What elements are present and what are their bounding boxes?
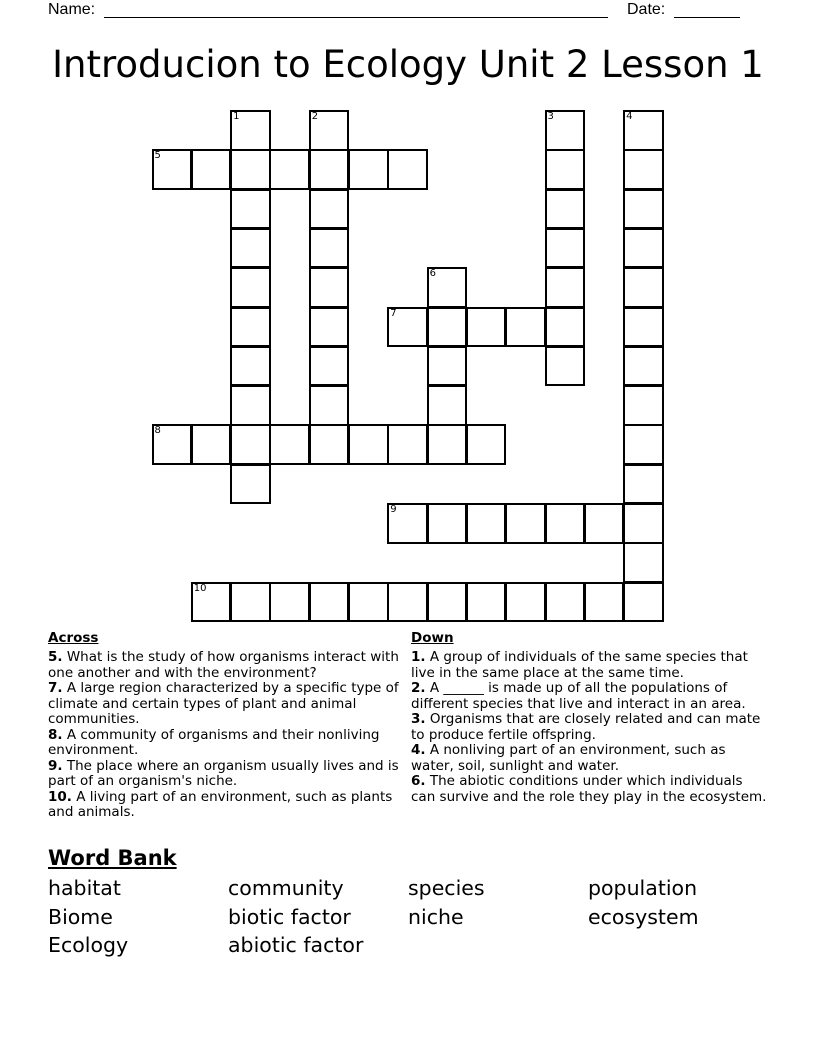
crossword-cell[interactable] — [427, 503, 468, 544]
clue-number: 1 — [233, 111, 240, 122]
crossword-cell[interactable] — [623, 582, 664, 623]
page-title: Introducion to Ecology Unit 2 Lesson 1 — [52, 43, 764, 86]
clue-number: 5 — [154, 150, 161, 162]
crossword-cell[interactable] — [152, 149, 193, 190]
crossword-cell[interactable] — [230, 228, 271, 269]
clue-item — [48, 728, 408, 759]
clue-item-text: A nonliving part of an environment, such as water, soil, sunlight and water. — [411, 742, 726, 774]
word-bank-word: habitat — [48, 876, 121, 900]
clue-number: 3 — [547, 111, 554, 122]
clue-item-number: 10. — [48, 788, 72, 805]
word-bank-word: biotic factor — [228, 904, 351, 929]
crossword-cell[interactable] — [505, 503, 546, 544]
crossword-cell[interactable] — [623, 464, 664, 505]
clue-number: 7 — [390, 307, 397, 319]
across-heading: Across — [48, 630, 99, 646]
crossword-cell[interactable] — [466, 307, 507, 348]
crossword-cell[interactable] — [387, 503, 428, 544]
crossword-cell[interactable] — [269, 582, 310, 623]
crossword-cell[interactable] — [623, 110, 664, 151]
crossword-cell[interactable] — [584, 503, 625, 544]
crossword-cell[interactable] — [309, 307, 350, 348]
crossword-cell[interactable] — [623, 346, 664, 387]
crossword-cell[interactable] — [230, 346, 271, 387]
crossword-cell[interactable] — [545, 582, 586, 623]
clue-item — [411, 681, 771, 712]
crossword-cell[interactable] — [466, 424, 507, 465]
word-bank-word: ecosystem — [588, 904, 699, 929]
word-bank-word: Ecology — [48, 933, 129, 957]
clue-item-number: 6. — [411, 773, 426, 789]
crossword-cell[interactable] — [623, 149, 664, 190]
clue-item — [48, 650, 408, 681]
crossword-cell[interactable] — [545, 346, 586, 387]
clue-item — [48, 790, 408, 821]
crossword-cell[interactable] — [309, 189, 350, 230]
word-bank-word: species — [408, 876, 485, 900]
crossword-cell[interactable] — [545, 228, 586, 269]
crossword-cell[interactable] — [545, 189, 586, 230]
crossword-cell[interactable] — [427, 385, 468, 426]
crossword-cell[interactable] — [309, 110, 350, 151]
word-bank — [48, 844, 768, 957]
clue-item-text: A large region characterized by a specific type of climate and certain types of plant and animal communities. — [48, 680, 399, 727]
crossword-cell[interactable] — [545, 110, 586, 151]
crossword-cell[interactable] — [623, 307, 664, 348]
crossword-cell[interactable] — [191, 149, 232, 190]
clue-item-text: A group of individuals of the same species that live in the same place at the same time. — [411, 649, 748, 681]
clue-item-number: 1. — [411, 649, 426, 665]
crossword-cell[interactable] — [623, 385, 664, 426]
clue-item-text: A community of organisms and their nonliving environment. — [48, 726, 380, 758]
crossword-cell[interactable] — [348, 149, 389, 190]
crossword-cell[interactable] — [309, 149, 350, 190]
crossword-cell[interactable] — [230, 267, 271, 308]
crossword-cell[interactable] — [427, 582, 468, 623]
crossword-cell[interactable] — [623, 424, 664, 465]
clue-item — [48, 759, 408, 790]
crossword-cell[interactable] — [623, 267, 664, 308]
clue-item-text: Organisms that are closely related and can mate to produce fertile offspring. — [411, 711, 761, 743]
crossword-cell[interactable] — [387, 149, 428, 190]
crossword-cell[interactable] — [230, 464, 271, 505]
crossword-cell[interactable] — [623, 503, 664, 544]
crossword-cell[interactable] — [230, 307, 271, 348]
clue-item-number: 8. — [48, 726, 63, 743]
down-clue-list — [411, 650, 771, 805]
crossword-cell[interactable] — [466, 503, 507, 544]
crossword-cell[interactable] — [545, 267, 586, 308]
crossword-cell[interactable] — [505, 582, 546, 623]
clue-item-number: 9. — [48, 757, 63, 774]
clue-item-number: 7. — [48, 680, 63, 696]
crossword-cell[interactable] — [309, 228, 350, 269]
clue-item-text: The place where an organism usually lives and is part of an organism's niche. — [48, 757, 399, 789]
crossword-cell[interactable] — [269, 424, 310, 465]
clue-item-text: A living part of an environment, such as plants and animals. — [48, 788, 393, 820]
clue-item-text: The abiotic conditions under which individuals can survive and the role they play in the ecosystem. — [411, 773, 767, 805]
word-bank-word: population — [588, 876, 698, 900]
clue-item — [411, 650, 771, 681]
clue-item — [48, 681, 408, 728]
clue-item-number: 2. — [411, 680, 426, 696]
down-heading: Down — [411, 630, 454, 646]
clue-item-number: 3. — [411, 711, 426, 727]
crossword-cell[interactable] — [348, 582, 389, 623]
word-bank-word: niche — [408, 904, 464, 929]
crossword-cell[interactable] — [230, 149, 271, 190]
crossword-cell[interactable] — [427, 346, 468, 387]
down-clues — [411, 630, 771, 805]
clue-item — [411, 774, 771, 805]
crossword-cell[interactable] — [230, 582, 271, 623]
crossword-cell[interactable] — [230, 385, 271, 426]
clue-item-number: 4. — [411, 742, 426, 758]
word-bank-word: abiotic factor — [228, 933, 364, 957]
word-bank-word: Biome — [48, 904, 113, 929]
clue-number: 2 — [311, 111, 319, 122]
crossword-cell[interactable] — [545, 307, 586, 348]
crossword-cell[interactable] — [191, 424, 232, 465]
word-bank-word: community — [228, 876, 344, 900]
across-clues — [48, 630, 408, 821]
word-bank-heading: Word Bank — [48, 846, 177, 870]
clue-number: 4 — [626, 111, 633, 122]
clue-number: 6 — [429, 268, 436, 280]
date-label: Date: — [627, 1, 666, 18]
name-label: Name: — [48, 1, 96, 18]
crossword-cell[interactable] — [309, 424, 350, 465]
clue-number: 8 — [154, 425, 161, 437]
crossword-cell[interactable] — [152, 424, 193, 465]
crossword-cell[interactable] — [545, 503, 586, 544]
crossword-cell[interactable] — [309, 267, 350, 308]
crossword-cell[interactable] — [505, 307, 546, 348]
crossword-cell[interactable] — [545, 149, 586, 190]
clue-item-text: A ______ is made up of all the populations of different species that live and interact in an area. — [411, 680, 746, 712]
word-bank-list — [48, 874, 768, 964]
crossword-cell[interactable] — [309, 385, 350, 426]
crossword-cell[interactable] — [623, 228, 664, 269]
crossword-cell[interactable] — [269, 149, 310, 190]
crossword-cell[interactable] — [427, 267, 468, 308]
crossword-cell[interactable] — [191, 582, 232, 623]
crossword-cell[interactable] — [584, 582, 625, 623]
crossword-cell[interactable] — [387, 424, 428, 465]
crossword-cell[interactable] — [623, 542, 664, 583]
crossword-cell[interactable] — [309, 346, 350, 387]
clue-item — [411, 743, 771, 774]
clue-number: 9 — [390, 504, 397, 515]
across-clue-list — [48, 650, 408, 821]
clue-item-number: 5. — [48, 649, 63, 665]
clue-item-text: What is the study of how organisms interact with one another and with the environment? — [48, 649, 399, 681]
crossword-cell[interactable] — [230, 110, 271, 151]
crossword-cell[interactable] — [427, 307, 468, 348]
crossword-cell[interactable] — [348, 424, 389, 465]
crossword-cell[interactable] — [466, 582, 507, 623]
crossword-cell[interactable] — [309, 582, 350, 623]
crossword-cell[interactable] — [623, 189, 664, 230]
crossword-cell[interactable] — [230, 189, 271, 230]
clue-item — [411, 712, 771, 743]
crossword-cell[interactable] — [387, 307, 428, 348]
crossword-cell[interactable] — [230, 424, 271, 465]
clue-number: 10 — [193, 582, 207, 594]
crossword-cell[interactable] — [427, 424, 468, 465]
crossword-cell[interactable] — [387, 582, 428, 623]
